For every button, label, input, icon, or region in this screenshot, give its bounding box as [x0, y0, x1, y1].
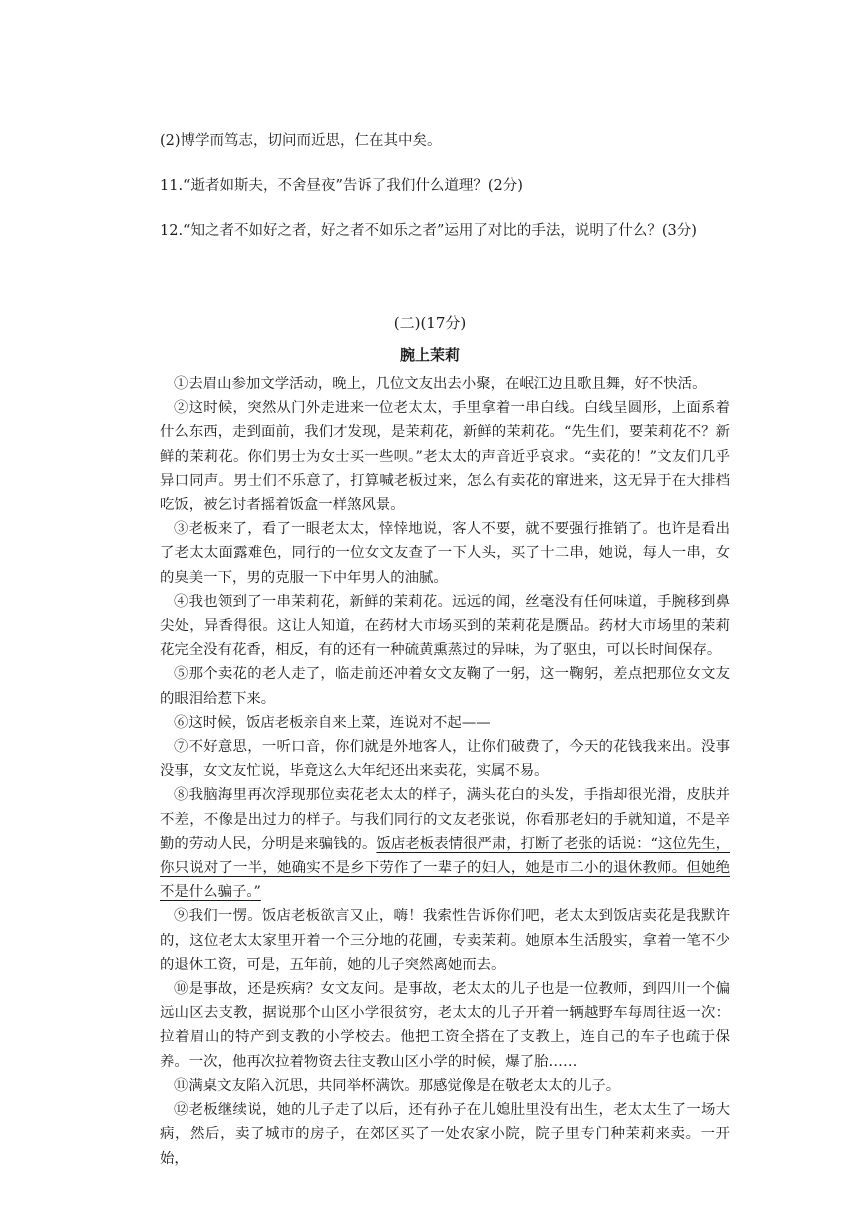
- paragraph-3: ③老板来了，看了一眼老太太，悻悻地说，客人不要，就不要强行推销了。也许是看出了老太太面露难色，同行的一位女文友查了一下人头，买了十二串，她说，每人一串，女的臭美一下，男的克服一下中年男人的油腻。: [160, 521, 730, 586]
- paragraph-4: ④我也领到了一串茉莉花，新鲜的茉莉花。远远的闻，丝毫没有任何味道，手腕移到鼻尖处，异香得很。这让人知道，在药材大市场买到的茉莉花是赝品。药材大市场里的茉莉花完全没有花香，相反，有的还有一种硫黄熏蒸过的异味，为了驱虫，可以长时间保存。: [160, 593, 730, 659]
- question-item-2: (2)博学而笃志，切问而近思，仁在其中矣。: [160, 133, 442, 149]
- paragraph-8: [160, 783, 730, 904]
- paragraph-2: ②这时候，突然从门外走进来一位老太太，手里拿着一串白线。白线呈圆形，上面系着什么东西，走到面前，我们才发现，是茉莉花，新鲜的茉莉花。“先生们，要茉莉花不？新鲜的茉莉花。你们男士为女士买一些呗。”老太太的声音近乎哀求。“卖花的！”文友们几乎异口同声。男士们不乐意了，打算喊老板过来，怎么有卖花的窜进来，这无异于在大排档吃饭，被乞讨者摇着饭盒一样煞风景。: [160, 400, 730, 514]
- paragraph-6: ⑥这时候，饭店老板亲自来上菜，连说对不起——: [174, 714, 491, 731]
- article-body: [160, 372, 730, 1171]
- paragraph-5: ⑤那个卖花的老人走了，临走前还冲着女文友鞠了一躬，这一鞠躬，差点把那位女文友的眼泪给惹下来。: [160, 666, 730, 707]
- paragraph-1: ①去眉山参加文学活动，晚上，几位文友出去小聚，在岷江边且歌且舞，好不快活。: [174, 376, 707, 392]
- article-title: 腕上茉莉: [399, 346, 460, 364]
- paragraph-11: ⑪满桌文友陷入沉思，共同举杯满饮。那感觉像是在敬老太太的儿子。: [174, 1077, 621, 1094]
- paragraph-12: ⑫老板继续说，她的儿子走了以后，还有孙子在儿媳肚里没有出生，老太太生了一场大病，然后，卖了城市的房子，在郊区买了一处农家小院，院子里专门种茉莉来卖。一开始，: [160, 1102, 730, 1167]
- paragraph-7: ⑦不好意思，一听口音，你们就是外地客人，让你们破费了，今天的花钱我来出。没事没事，女文友忙说，毕竟这么大年纪还出来卖花，实属不易。: [160, 739, 730, 780]
- paragraph-8-text: ⑧我脑海里再次浮现那位卖花老太太的样子，满头花白的头发，手指却很光滑，皮肤并不差，不像是出过力的样子。与我们同行的文友老张说，你看那老妇的手就知道，不是辛勤的劳动人民，分明是来骗钱的。: [160, 787, 730, 852]
- question-12: 12.“知之者不如好之者，好之者不如乐之者”运用了对比的手法，说明了什么？(3分): [160, 223, 697, 239]
- underlined-sentence: 饭店老板表情很严肃，打断了老张的话说：“这位先生，你只说对了一半，她确实不是乡下劳作了一辈子的妇人，她是市二小的退休教师。但她绝不是什么骗子。”: [160, 835, 730, 901]
- question-11: 11.“逝者如斯夫，不舍昼夜”告诉了我们什么道理？(2分): [160, 178, 523, 194]
- section-heading: (二)(17分): [393, 314, 467, 332]
- paragraph-10: ⑩是事故，还是疾病？女文友问。是事故，老太太的儿子也是一位教师，到四川一个偏远山区去支教，据说那个山区小学很贫穷，老太太的儿子开着一辆越野车每周往返一次：拉着眉山的特产到支教的小学校去。他把工资全搭在了支教上，连自己的车子也疏于保养。一次，他再次拉着物资去往支教山区小学的时候，爆了胎……: [160, 981, 730, 1070]
- paragraph-9: ⑨我们一愣。饭店老板欲言又止，嗨！我索性告诉你们吧，老太太到饭店卖花是我默许的，这位老太太家里开着一个三分地的花圃，专卖茉莉。她原本生活殷实，拿着一笔不少的退休工资，可是，五年前，她的儿子突然离她而去。: [160, 908, 730, 973]
